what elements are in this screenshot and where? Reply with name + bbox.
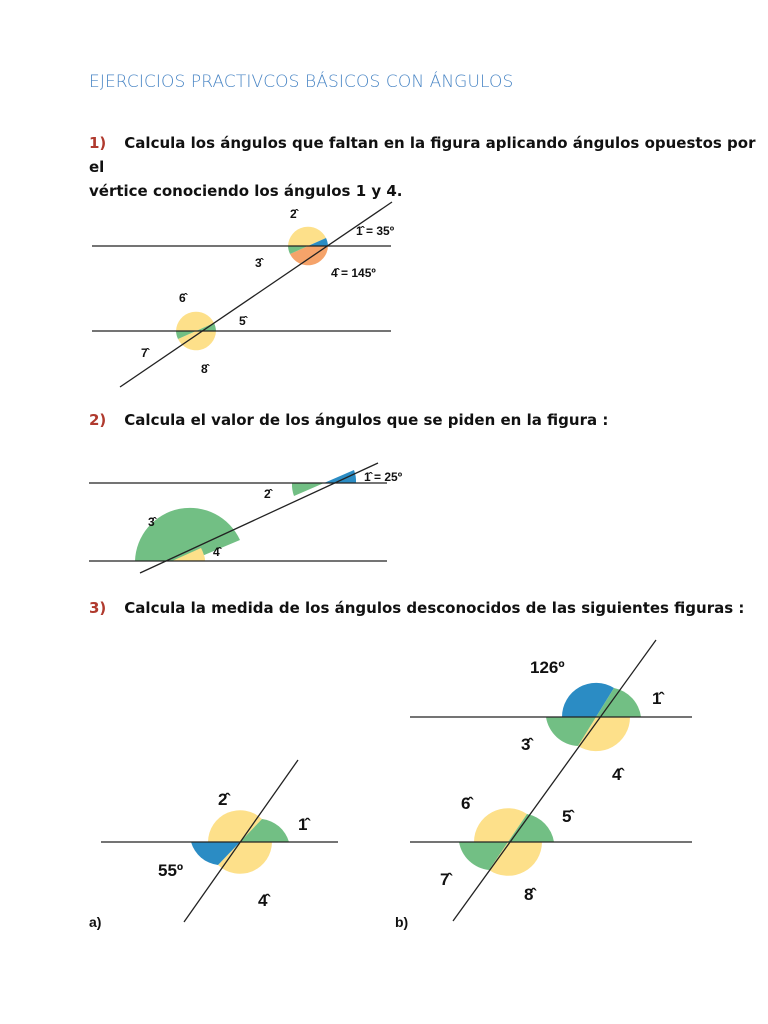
- caption-a: a): [89, 914, 102, 930]
- label-angle-55: 55º: [158, 861, 184, 880]
- exercise-number: 2): [89, 411, 107, 429]
- exercise-number: 3): [89, 599, 107, 617]
- label-angle-8: 8̂: [524, 885, 534, 904]
- label-angle-2: 2̂: [218, 790, 228, 809]
- label-angle-2: 2̂: [290, 207, 297, 221]
- label-angle-4: 4̂: [258, 891, 268, 910]
- exercise-text-line2: vértice conociendo los ángulos 1 y 4.: [89, 182, 403, 200]
- label-angle-3: 3̂: [521, 735, 531, 754]
- label-angle-6: 6̂: [179, 291, 186, 305]
- transversal-line: [453, 640, 656, 921]
- caption-b: b): [395, 914, 409, 930]
- exercise-text: Calcula la medida de los ángulos desconocidos de las siguientes figuras :: [124, 599, 745, 617]
- label-angle-7: 7̂: [440, 870, 450, 889]
- label-angle-6: 6̂: [461, 794, 471, 813]
- label-angle-5: 5̂: [239, 314, 246, 328]
- exercise-text: Calcula los ángulos que faltan en la figura aplicando ángulos opuestos por el: [89, 134, 756, 176]
- label-angle-4: 4̂: [612, 765, 622, 784]
- exercise-text: Calcula el valor de los ángulos que se piden en la figura :: [124, 411, 609, 429]
- label-angle-1: 1̂: [652, 689, 662, 708]
- label-angle-5: 5̂: [562, 807, 572, 826]
- label-angle-3: 3̂: [255, 256, 262, 270]
- label-angle-3: 3̂: [148, 515, 155, 529]
- label-angle-4: 4̂: [213, 545, 220, 559]
- label-angle-1: 1̂ = 35º: [356, 224, 395, 238]
- label-angle-8: 8̂: [201, 362, 208, 376]
- exercise-number: 1): [89, 134, 107, 152]
- label-angle-2: 2̂: [264, 487, 271, 501]
- label-angle-1: 1̂: [298, 815, 308, 834]
- label-angle-1: 1̂ = 25º: [364, 470, 403, 484]
- label-angle-7: 7̂: [141, 346, 148, 360]
- label-angle-4: 4̂ = 145º: [331, 266, 376, 280]
- label-angle-126: 126º: [530, 658, 565, 677]
- page-title: EJERCICIOS PRACTIVCOS BÁSICOS CON ÁNGULOS: [89, 72, 514, 92]
